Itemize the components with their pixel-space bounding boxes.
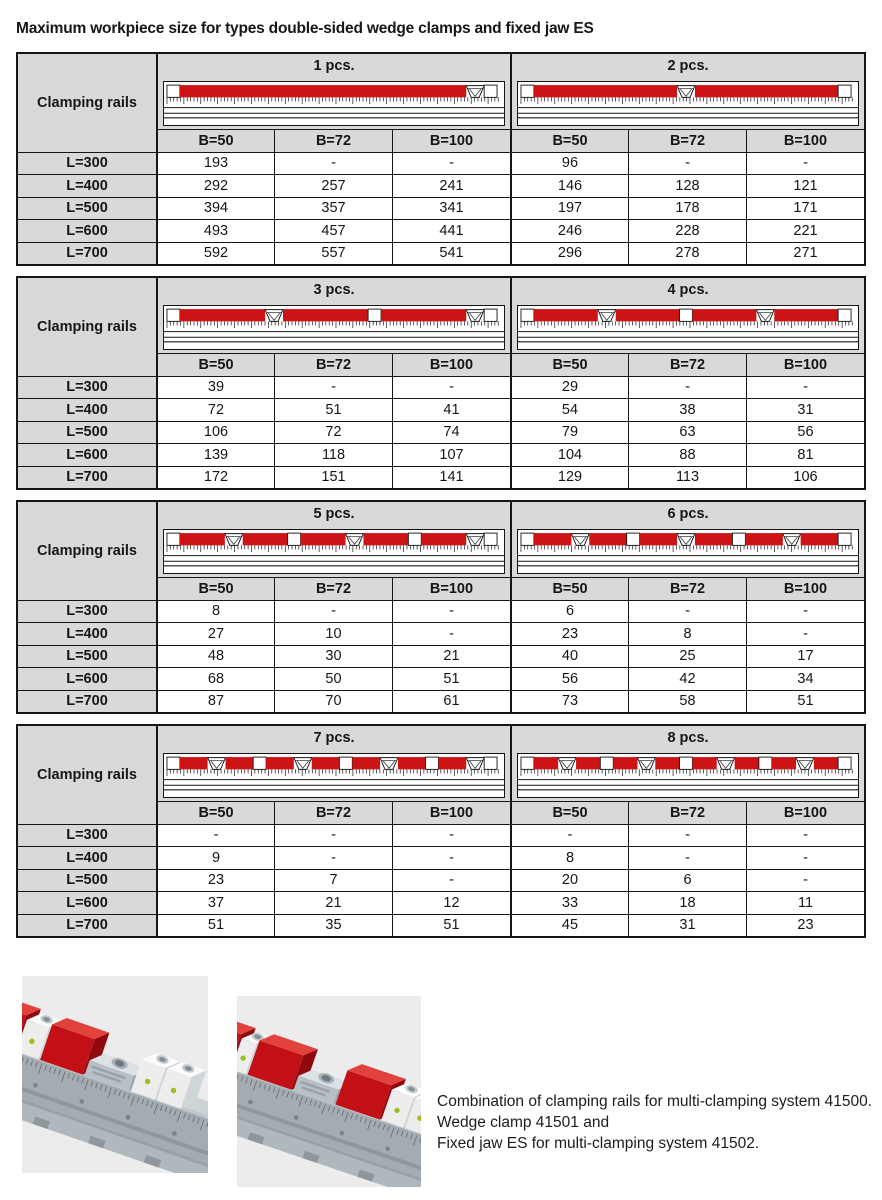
value-cell: 107 xyxy=(392,443,510,465)
l-label-cell: L=500 xyxy=(18,421,156,443)
value-cell: - xyxy=(274,846,392,868)
b-label-cell: B=100 xyxy=(392,129,510,152)
value-cell: - xyxy=(156,824,274,846)
value-cell: - xyxy=(746,152,864,174)
value-cell: 56 xyxy=(510,667,628,689)
value-cell: 441 xyxy=(392,219,510,241)
rail-diagram-cell xyxy=(510,751,864,801)
value-cell: 11 xyxy=(746,891,864,913)
value-cell: 104 xyxy=(510,443,628,465)
value-cell: 31 xyxy=(628,914,746,936)
b-label-cell: B=50 xyxy=(510,353,628,376)
value-cell: 37 xyxy=(156,891,274,913)
table-block-5-6-pcs xyxy=(16,500,866,714)
value-cell: 73 xyxy=(510,690,628,712)
value-cell: 70 xyxy=(274,690,392,712)
b-label-cell: B=72 xyxy=(628,801,746,824)
b-label-cell: B=72 xyxy=(274,129,392,152)
value-cell: 146 xyxy=(510,174,628,196)
value-cell: 23 xyxy=(510,622,628,644)
value-cell: 20 xyxy=(510,869,628,891)
value-cell: 61 xyxy=(392,690,510,712)
b-label-cell: B=50 xyxy=(156,129,274,152)
value-cell: 172 xyxy=(156,466,274,488)
l-label-cell: L=500 xyxy=(18,869,156,891)
value-cell: 54 xyxy=(510,398,628,420)
value-cell: 541 xyxy=(392,242,510,264)
value-cell: 33 xyxy=(510,891,628,913)
value-cell: 394 xyxy=(156,197,274,219)
value-cell: - xyxy=(628,846,746,868)
value-cell: 72 xyxy=(156,398,274,420)
rail-diagram-cell xyxy=(156,751,510,801)
rail-diagram-7-pcs xyxy=(163,753,505,798)
l-label-cell: L=600 xyxy=(18,219,156,241)
caption-line-3: Fixed jaw ES for multi-clamping system 41502. xyxy=(437,1135,760,1152)
value-cell: 7 xyxy=(274,869,392,891)
value-cell: - xyxy=(628,152,746,174)
l-label-cell: L=600 xyxy=(18,667,156,689)
value-cell: 51 xyxy=(392,667,510,689)
b-label-cell: B=72 xyxy=(274,353,392,376)
value-cell: 21 xyxy=(274,891,392,913)
b-label-cell: B=50 xyxy=(510,129,628,152)
value-cell: 118 xyxy=(274,443,392,465)
value-cell: 27 xyxy=(156,622,274,644)
value-cell: 21 xyxy=(392,645,510,667)
value-cell: 18 xyxy=(628,891,746,913)
value-cell: - xyxy=(392,376,510,398)
value-cell: 178 xyxy=(628,197,746,219)
rail-diagram-4-pcs xyxy=(517,305,859,350)
value-cell: - xyxy=(274,600,392,622)
value-cell: 171 xyxy=(746,197,864,219)
rail-diagram-cell xyxy=(156,527,510,577)
value-cell: - xyxy=(274,152,392,174)
value-cell: 271 xyxy=(746,242,864,264)
value-cell: 41 xyxy=(392,398,510,420)
value-cell: 35 xyxy=(274,914,392,936)
value-cell: 23 xyxy=(746,914,864,936)
pcs-header-2: 2 pcs. xyxy=(510,54,864,79)
b-label-cell: B=72 xyxy=(274,801,392,824)
l-label-cell: L=400 xyxy=(18,622,156,644)
pcs-header-7: 7 pcs. xyxy=(156,726,510,751)
b-label-cell: B=100 xyxy=(746,801,864,824)
value-cell: 50 xyxy=(274,667,392,689)
value-cell: 8 xyxy=(156,600,274,622)
value-cell: 139 xyxy=(156,443,274,465)
b-label-cell: B=72 xyxy=(274,577,392,600)
clamping-table xyxy=(16,724,866,938)
value-cell: - xyxy=(746,600,864,622)
rail-diagram-cell xyxy=(510,303,864,353)
value-cell: 74 xyxy=(392,421,510,443)
value-cell: 25 xyxy=(628,645,746,667)
value-cell: 96 xyxy=(510,152,628,174)
rail-diagram-cell xyxy=(510,79,864,129)
value-cell: 72 xyxy=(274,421,392,443)
value-cell: 241 xyxy=(392,174,510,196)
rail-diagram-6-pcs xyxy=(517,529,859,574)
b-label-cell: B=100 xyxy=(746,129,864,152)
value-cell: 292 xyxy=(156,174,274,196)
rail-diagram-2-pcs xyxy=(517,81,859,126)
value-cell: - xyxy=(746,846,864,868)
b-label-cell: B=50 xyxy=(156,353,274,376)
l-label-cell: L=300 xyxy=(18,376,156,398)
rail-diagram-cell xyxy=(156,79,510,129)
value-cell: - xyxy=(746,824,864,846)
b-label-cell: B=72 xyxy=(628,353,746,376)
pcs-header-4: 4 pcs. xyxy=(510,278,864,303)
value-cell: 87 xyxy=(156,690,274,712)
b-label-cell: B=100 xyxy=(746,577,864,600)
value-cell: 29 xyxy=(510,376,628,398)
value-cell: 88 xyxy=(628,443,746,465)
value-cell: 141 xyxy=(392,466,510,488)
clamping-table xyxy=(16,52,866,266)
b-label-cell: B=100 xyxy=(746,353,864,376)
value-cell: 34 xyxy=(746,667,864,689)
value-cell: - xyxy=(628,600,746,622)
product-photo-clamping-rail-right xyxy=(237,996,421,1187)
value-cell: 6 xyxy=(628,869,746,891)
value-cell: 51 xyxy=(746,690,864,712)
l-label-cell: L=600 xyxy=(18,891,156,913)
row-header-clamping-rails: Clamping rails xyxy=(18,502,156,600)
value-cell: 30 xyxy=(274,645,392,667)
value-cell: - xyxy=(628,376,746,398)
value-cell: 17 xyxy=(746,645,864,667)
value-cell: 341 xyxy=(392,197,510,219)
value-cell: 56 xyxy=(746,421,864,443)
value-cell: 357 xyxy=(274,197,392,219)
pcs-header-5: 5 pcs. xyxy=(156,502,510,527)
value-cell: - xyxy=(746,869,864,891)
b-label-cell: B=100 xyxy=(392,801,510,824)
value-cell: 129 xyxy=(510,466,628,488)
l-label-cell: L=600 xyxy=(18,443,156,465)
value-cell: 10 xyxy=(274,622,392,644)
value-cell: 58 xyxy=(628,690,746,712)
caption-line-1: Combination of clamping rails for multi-clamping system 41500. xyxy=(437,1093,873,1110)
value-cell: 296 xyxy=(510,242,628,264)
rail-diagram-cell xyxy=(510,527,864,577)
table-block-7-8-pcs xyxy=(16,724,866,938)
value-cell: 197 xyxy=(510,197,628,219)
value-cell: 79 xyxy=(510,421,628,443)
value-cell: 257 xyxy=(274,174,392,196)
caption-line-2: Wedge clamp 41501 and xyxy=(437,1114,610,1131)
l-label-cell: L=400 xyxy=(18,398,156,420)
caption xyxy=(437,1091,872,1154)
pcs-header-1: 1 pcs. xyxy=(156,54,510,79)
l-label-cell: L=500 xyxy=(18,645,156,667)
value-cell: 228 xyxy=(628,219,746,241)
value-cell: 51 xyxy=(392,914,510,936)
l-label-cell: L=700 xyxy=(18,242,156,264)
value-cell: 68 xyxy=(156,667,274,689)
row-header-clamping-rails: Clamping rails xyxy=(18,278,156,376)
value-cell: 42 xyxy=(628,667,746,689)
l-label-cell: L=700 xyxy=(18,914,156,936)
value-cell: 63 xyxy=(628,421,746,443)
pcs-header-3: 3 pcs. xyxy=(156,278,510,303)
value-cell: 278 xyxy=(628,242,746,264)
value-cell: 113 xyxy=(628,466,746,488)
value-cell: 48 xyxy=(156,645,274,667)
b-label-cell: B=50 xyxy=(510,577,628,600)
value-cell: 39 xyxy=(156,376,274,398)
l-label-cell: L=300 xyxy=(18,824,156,846)
rail-diagram-1-pcs xyxy=(163,81,505,126)
value-cell: 23 xyxy=(156,869,274,891)
value-cell: 457 xyxy=(274,219,392,241)
value-cell: 81 xyxy=(746,443,864,465)
pcs-header-8: 8 pcs. xyxy=(510,726,864,751)
value-cell: - xyxy=(392,152,510,174)
value-cell: - xyxy=(628,824,746,846)
table-block-3-4-pcs xyxy=(16,276,866,490)
value-cell: - xyxy=(392,600,510,622)
row-header-clamping-rails: Clamping rails xyxy=(18,726,156,824)
clamping-table xyxy=(16,276,866,490)
table-block-1-2-pcs xyxy=(16,52,866,266)
value-cell: 121 xyxy=(746,174,864,196)
value-cell: - xyxy=(274,376,392,398)
value-cell: 9 xyxy=(156,846,274,868)
l-label-cell: L=700 xyxy=(18,466,156,488)
value-cell: 221 xyxy=(746,219,864,241)
value-cell: - xyxy=(392,824,510,846)
value-cell: 38 xyxy=(628,398,746,420)
value-cell: - xyxy=(392,622,510,644)
b-label-cell: B=50 xyxy=(156,577,274,600)
b-label-cell: B=100 xyxy=(392,353,510,376)
value-cell: 31 xyxy=(746,398,864,420)
row-header-clamping-rails: Clamping rails xyxy=(18,54,156,152)
l-label-cell: L=500 xyxy=(18,197,156,219)
value-cell: 557 xyxy=(274,242,392,264)
value-cell: 151 xyxy=(274,466,392,488)
l-label-cell: L=300 xyxy=(18,152,156,174)
l-label-cell: L=700 xyxy=(18,690,156,712)
rail-diagram-8-pcs xyxy=(517,753,859,798)
value-cell: 106 xyxy=(746,466,864,488)
l-label-cell: L=400 xyxy=(18,174,156,196)
value-cell: 193 xyxy=(156,152,274,174)
value-cell: 246 xyxy=(510,219,628,241)
value-cell: 12 xyxy=(392,891,510,913)
rail-diagram-5-pcs xyxy=(163,529,505,574)
product-photo-clamping-rail-left xyxy=(22,976,208,1173)
value-cell: - xyxy=(510,824,628,846)
pcs-header-6: 6 pcs. xyxy=(510,502,864,527)
clamping-table xyxy=(16,500,866,714)
rail-diagram-3-pcs xyxy=(163,305,505,350)
value-cell: 6 xyxy=(510,600,628,622)
rail-diagram-cell xyxy=(156,303,510,353)
value-cell: 8 xyxy=(510,846,628,868)
value-cell: - xyxy=(746,622,864,644)
value-cell: 128 xyxy=(628,174,746,196)
value-cell: 40 xyxy=(510,645,628,667)
value-cell: 493 xyxy=(156,219,274,241)
b-label-cell: B=72 xyxy=(628,129,746,152)
value-cell: - xyxy=(392,846,510,868)
b-label-cell: B=100 xyxy=(392,577,510,600)
value-cell: - xyxy=(392,869,510,891)
value-cell: 45 xyxy=(510,914,628,936)
value-cell: 106 xyxy=(156,421,274,443)
b-label-cell: B=50 xyxy=(156,801,274,824)
value-cell: 8 xyxy=(628,622,746,644)
value-cell: - xyxy=(746,376,864,398)
l-label-cell: L=300 xyxy=(18,600,156,622)
b-label-cell: B=72 xyxy=(628,577,746,600)
value-cell: 51 xyxy=(156,914,274,936)
l-label-cell: L=400 xyxy=(18,846,156,868)
value-cell: 51 xyxy=(274,398,392,420)
b-label-cell: B=50 xyxy=(510,801,628,824)
value-cell: 592 xyxy=(156,242,274,264)
value-cell: - xyxy=(274,824,392,846)
page-title: Maximum workpiece size for types double-sided wedge clamps and fixed jaw ES xyxy=(16,20,594,37)
